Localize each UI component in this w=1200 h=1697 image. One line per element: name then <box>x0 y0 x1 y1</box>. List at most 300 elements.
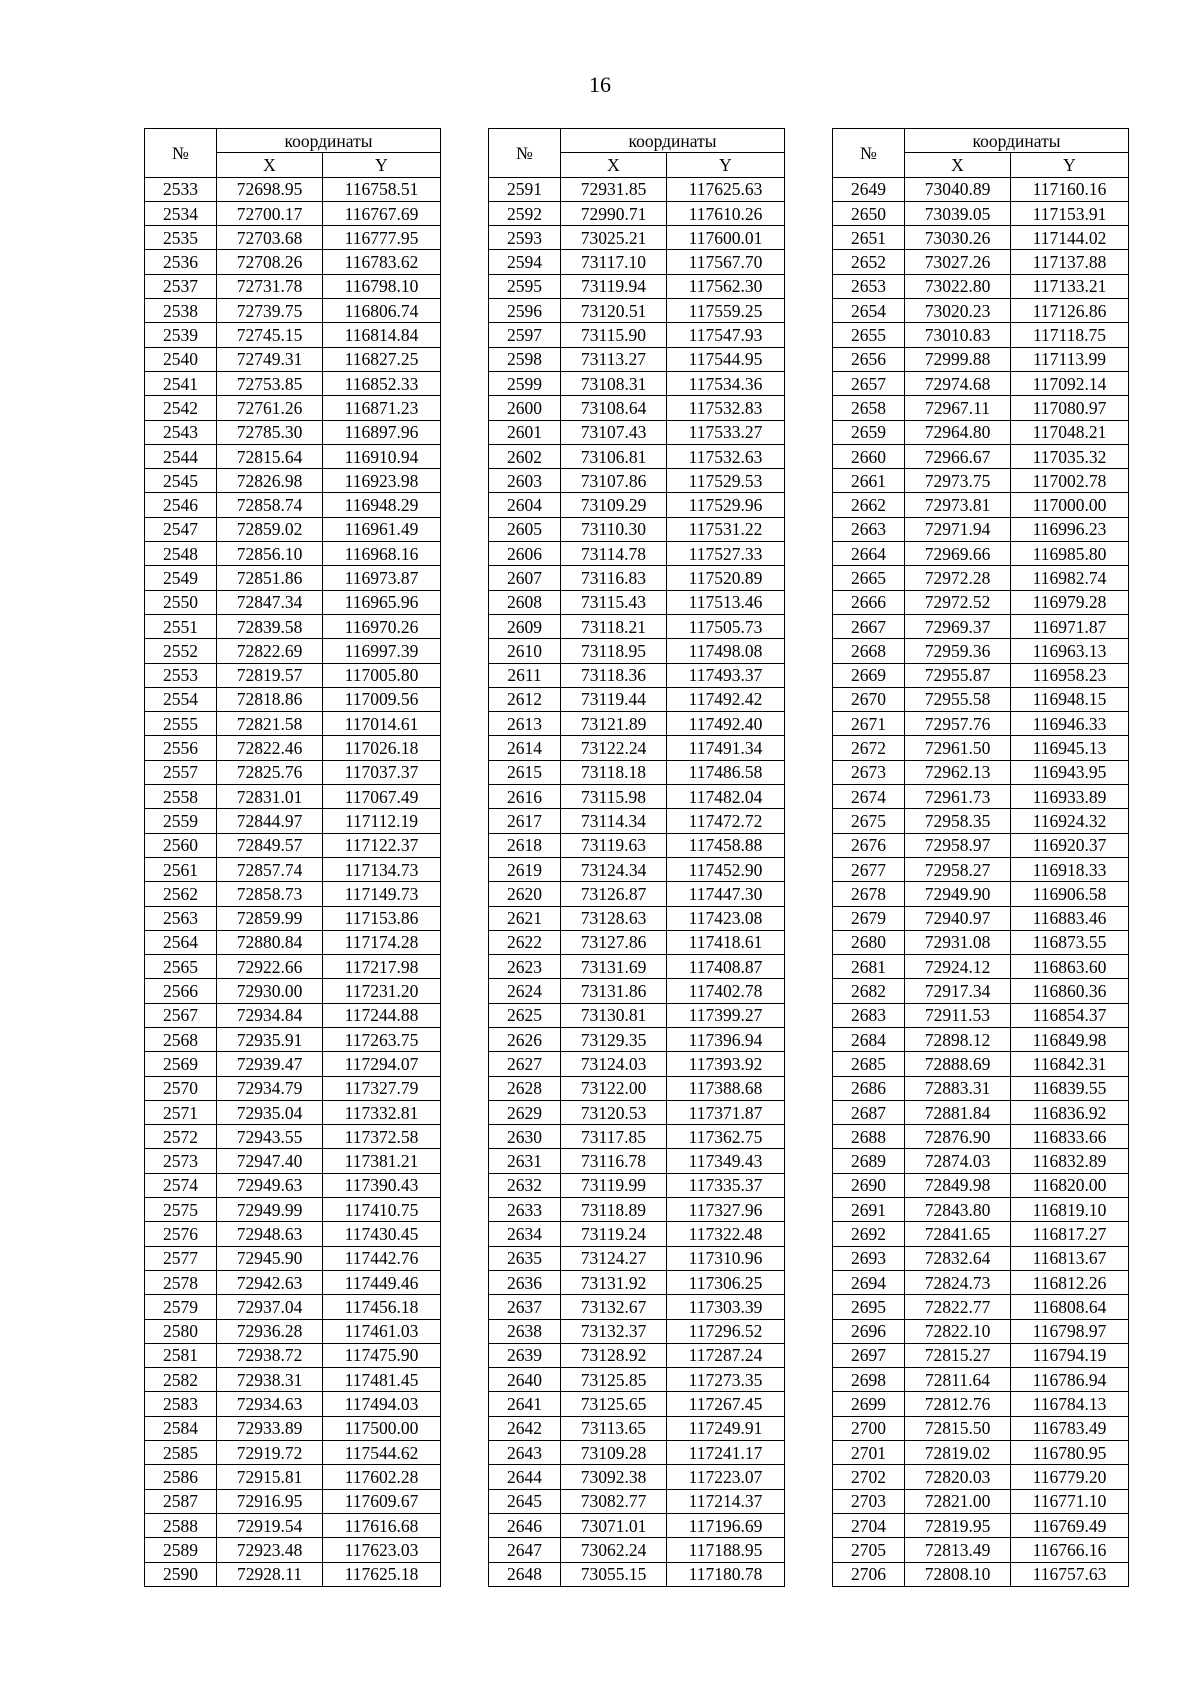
table-row <box>833 1489 1129 1513</box>
coord-x: 72731.78 <box>217 274 323 298</box>
table-row <box>833 396 1129 420</box>
point-number: 2662 <box>833 493 905 517</box>
table-row <box>489 347 785 371</box>
point-number: 2554 <box>145 687 217 711</box>
table-row <box>833 1270 1129 1294</box>
table-row <box>145 1343 441 1367</box>
table-row <box>145 1513 441 1537</box>
coord-x: 73117.10 <box>561 250 667 274</box>
coord-y: 116897.96 <box>323 420 441 444</box>
coord-x: 73124.03 <box>561 1052 667 1076</box>
point-number: 2596 <box>489 299 561 323</box>
table-row <box>145 736 441 760</box>
coord-y: 116906.58 <box>1011 882 1129 906</box>
table-row <box>145 930 441 954</box>
table-row <box>145 542 441 566</box>
coord-x: 72703.68 <box>217 226 323 250</box>
coord-x: 73118.89 <box>561 1198 667 1222</box>
coord-x: 72971.94 <box>905 517 1011 541</box>
table-row <box>489 493 785 517</box>
point-number: 2602 <box>489 444 561 468</box>
table-row <box>833 1027 1129 1051</box>
coord-x: 72955.58 <box>905 687 1011 711</box>
table-row <box>145 444 441 468</box>
coord-y: 117112.19 <box>323 809 441 833</box>
coord-x: 72919.72 <box>217 1441 323 1465</box>
coord-x: 72931.85 <box>561 177 667 201</box>
coord-y: 117388.68 <box>667 1076 785 1100</box>
coord-x: 72931.08 <box>905 930 1011 954</box>
table-row <box>145 396 441 420</box>
table-row <box>145 1076 441 1100</box>
point-number: 2592 <box>489 201 561 225</box>
table-row <box>145 250 441 274</box>
coord-x: 72749.31 <box>217 347 323 371</box>
coord-y: 116965.96 <box>323 590 441 614</box>
coord-y: 117532.63 <box>667 444 785 468</box>
table-row <box>833 566 1129 590</box>
point-number: 2585 <box>145 1441 217 1465</box>
table-row <box>489 1173 785 1197</box>
coord-x: 73117.85 <box>561 1125 667 1149</box>
coord-x: 73108.31 <box>561 371 667 395</box>
table-row <box>145 1295 441 1319</box>
coord-y: 116780.95 <box>1011 1441 1129 1465</box>
table-body <box>145 177 441 1586</box>
coord-x: 73120.51 <box>561 299 667 323</box>
table-row <box>833 809 1129 833</box>
coord-y: 117196.69 <box>667 1513 785 1537</box>
coord-y: 117381.21 <box>323 1149 441 1173</box>
coord-x: 73132.67 <box>561 1295 667 1319</box>
table-row <box>833 299 1129 323</box>
table-row <box>145 1319 441 1343</box>
table-row <box>145 590 441 614</box>
coord-x: 73107.86 <box>561 469 667 493</box>
coord-x: 72815.64 <box>217 444 323 468</box>
point-number: 2645 <box>489 1489 561 1513</box>
coord-y: 117602.28 <box>323 1465 441 1489</box>
coord-y: 117532.83 <box>667 396 785 420</box>
coord-y: 117214.37 <box>667 1489 785 1513</box>
coord-x: 72888.69 <box>905 1052 1011 1076</box>
coord-x: 72972.28 <box>905 566 1011 590</box>
table-row <box>833 469 1129 493</box>
coord-x: 72949.90 <box>905 882 1011 906</box>
coord-y: 117493.37 <box>667 663 785 687</box>
coord-y: 117306.25 <box>667 1270 785 1294</box>
coord-x: 72937.04 <box>217 1295 323 1319</box>
coord-x: 73115.98 <box>561 785 667 809</box>
table-row <box>833 226 1129 250</box>
point-number: 2703 <box>833 1489 905 1513</box>
table-row <box>489 1076 785 1100</box>
point-number: 2627 <box>489 1052 561 1076</box>
point-number: 2565 <box>145 955 217 979</box>
point-number: 2545 <box>145 469 217 493</box>
table-row <box>489 1052 785 1076</box>
point-number: 2690 <box>833 1173 905 1197</box>
point-number: 2625 <box>489 1003 561 1027</box>
coord-y: 117529.53 <box>667 469 785 493</box>
table-row <box>489 687 785 711</box>
point-number: 2644 <box>489 1465 561 1489</box>
point-number: 2584 <box>145 1416 217 1440</box>
coord-x: 72934.63 <box>217 1392 323 1416</box>
point-number: 2613 <box>489 712 561 736</box>
table-row <box>833 590 1129 614</box>
table-row <box>489 979 785 1003</box>
table-row <box>145 566 441 590</box>
coord-x: 72961.73 <box>905 785 1011 809</box>
coord-y: 116970.26 <box>323 614 441 638</box>
table-row <box>145 1392 441 1416</box>
coord-y: 117002.78 <box>1011 469 1129 493</box>
coord-y: 116786.94 <box>1011 1368 1129 1392</box>
point-number: 2606 <box>489 542 561 566</box>
coord-y: 117217.98 <box>323 955 441 979</box>
table-row <box>833 1513 1129 1537</box>
coord-x: 73030.26 <box>905 226 1011 250</box>
point-number: 2576 <box>145 1222 217 1246</box>
coord-y: 117482.04 <box>667 785 785 809</box>
point-number: 2586 <box>145 1465 217 1489</box>
coord-x: 72832.64 <box>905 1246 1011 1270</box>
coord-x: 73109.29 <box>561 493 667 517</box>
point-number: 2546 <box>145 493 217 517</box>
coord-y: 117500.00 <box>323 1416 441 1440</box>
coord-x: 72844.97 <box>217 809 323 833</box>
coord-y: 117014.61 <box>323 712 441 736</box>
table-row <box>833 1052 1129 1076</box>
coord-x: 72940.97 <box>905 906 1011 930</box>
table-row <box>145 1465 441 1489</box>
coord-y: 117544.95 <box>667 347 785 371</box>
table-row <box>833 906 1129 930</box>
table-row <box>833 736 1129 760</box>
point-number: 2620 <box>489 882 561 906</box>
coord-x: 73130.81 <box>561 1003 667 1027</box>
table-row <box>833 347 1129 371</box>
coord-y: 117531.22 <box>667 517 785 541</box>
coord-y: 116767.69 <box>323 201 441 225</box>
coord-y: 116806.74 <box>323 299 441 323</box>
point-number: 2537 <box>145 274 217 298</box>
point-number: 2643 <box>489 1441 561 1465</box>
table-row <box>145 226 441 250</box>
table-row <box>489 396 785 420</box>
coord-y: 117137.88 <box>1011 250 1129 274</box>
coord-x: 72969.37 <box>905 614 1011 638</box>
point-number: 2533 <box>145 177 217 201</box>
coord-y: 117349.43 <box>667 1149 785 1173</box>
coord-y: 117625.63 <box>667 177 785 201</box>
point-number: 2628 <box>489 1076 561 1100</box>
point-number: 2704 <box>833 1513 905 1537</box>
coord-y: 117408.87 <box>667 955 785 979</box>
point-number: 2680 <box>833 930 905 954</box>
point-number: 2601 <box>489 420 561 444</box>
table-row <box>489 1270 785 1294</box>
coord-y: 117513.46 <box>667 590 785 614</box>
table-row <box>489 955 785 979</box>
coord-y: 116883.46 <box>1011 906 1129 930</box>
point-number: 2587 <box>145 1489 217 1513</box>
coord-y: 117310.96 <box>667 1246 785 1270</box>
coord-x: 73039.05 <box>905 201 1011 225</box>
table-row <box>833 614 1129 638</box>
table-row <box>489 1343 785 1367</box>
point-number: 2682 <box>833 979 905 1003</box>
coord-y: 117529.96 <box>667 493 785 517</box>
point-number: 2542 <box>145 396 217 420</box>
table-row <box>489 1125 785 1149</box>
point-number: 2536 <box>145 250 217 274</box>
header-number: № <box>833 129 905 178</box>
table-row <box>145 323 441 347</box>
point-number: 2636 <box>489 1270 561 1294</box>
table-row <box>145 1562 441 1586</box>
point-number: 2706 <box>833 1562 905 1586</box>
table-row <box>833 712 1129 736</box>
coord-x: 72851.86 <box>217 566 323 590</box>
table-row <box>145 1489 441 1513</box>
table-row <box>145 857 441 881</box>
point-number: 2564 <box>145 930 217 954</box>
point-number: 2641 <box>489 1392 561 1416</box>
point-number: 2600 <box>489 396 561 420</box>
coord-y: 116819.10 <box>1011 1198 1129 1222</box>
point-number: 2648 <box>489 1562 561 1586</box>
point-number: 2570 <box>145 1076 217 1100</box>
coord-y: 116985.80 <box>1011 542 1129 566</box>
coord-x: 72858.74 <box>217 493 323 517</box>
coord-y: 117133.21 <box>1011 274 1129 298</box>
coord-y: 117442.76 <box>323 1246 441 1270</box>
point-number: 2670 <box>833 687 905 711</box>
point-number: 2618 <box>489 833 561 857</box>
point-number: 2608 <box>489 590 561 614</box>
coord-x: 72818.86 <box>217 687 323 711</box>
coord-x: 72815.50 <box>905 1416 1011 1440</box>
header-coordinates: координаты <box>561 129 785 153</box>
coord-y: 116832.89 <box>1011 1149 1129 1173</box>
coord-y: 116784.13 <box>1011 1392 1129 1416</box>
coord-x: 72966.67 <box>905 444 1011 468</box>
point-number: 2687 <box>833 1100 905 1124</box>
point-number: 2548 <box>145 542 217 566</box>
point-number: 2566 <box>145 979 217 1003</box>
coord-x: 73124.34 <box>561 857 667 881</box>
coord-x: 72849.98 <box>905 1173 1011 1197</box>
point-number: 2700 <box>833 1416 905 1440</box>
coord-y: 116945.13 <box>1011 736 1129 760</box>
table-row <box>833 1100 1129 1124</box>
coord-y: 116827.25 <box>323 347 441 371</box>
point-number: 2615 <box>489 760 561 784</box>
coord-x: 73119.63 <box>561 833 667 857</box>
point-number: 2632 <box>489 1173 561 1197</box>
coord-x: 72972.52 <box>905 590 1011 614</box>
table-row <box>833 760 1129 784</box>
coord-x: 72819.02 <box>905 1441 1011 1465</box>
coord-x: 72839.58 <box>217 614 323 638</box>
table-row <box>833 785 1129 809</box>
coord-y: 117048.21 <box>1011 420 1129 444</box>
point-number: 2614 <box>489 736 561 760</box>
coord-x: 73115.90 <box>561 323 667 347</box>
point-number: 2609 <box>489 614 561 638</box>
coord-y: 116982.74 <box>1011 566 1129 590</box>
coord-x: 72847.34 <box>217 590 323 614</box>
coord-y: 117118.75 <box>1011 323 1129 347</box>
coord-y: 116863.60 <box>1011 955 1129 979</box>
point-number: 2553 <box>145 663 217 687</box>
point-number: 2629 <box>489 1100 561 1124</box>
coord-x: 72856.10 <box>217 542 323 566</box>
table-row <box>833 1441 1129 1465</box>
coord-x: 73106.81 <box>561 444 667 468</box>
coord-x: 72826.98 <box>217 469 323 493</box>
point-number: 2637 <box>489 1295 561 1319</box>
point-number: 2656 <box>833 347 905 371</box>
point-number: 2631 <box>489 1149 561 1173</box>
coord-y: 116820.00 <box>1011 1173 1129 1197</box>
coord-x: 72949.99 <box>217 1198 323 1222</box>
coord-y: 117486.58 <box>667 760 785 784</box>
point-number: 2579 <box>145 1295 217 1319</box>
coord-y: 117498.08 <box>667 639 785 663</box>
point-number: 2552 <box>145 639 217 663</box>
point-number: 2561 <box>145 857 217 881</box>
table-row <box>833 1343 1129 1367</box>
coord-x: 72883.31 <box>905 1076 1011 1100</box>
table-row <box>489 1392 785 1416</box>
table-row <box>489 1416 785 1440</box>
table-row <box>489 712 785 736</box>
coord-y: 117452.90 <box>667 857 785 881</box>
table-row <box>489 1465 785 1489</box>
table-row <box>833 201 1129 225</box>
coord-x: 72967.11 <box>905 396 1011 420</box>
table-row <box>833 250 1129 274</box>
point-number: 2671 <box>833 712 905 736</box>
table-row <box>145 882 441 906</box>
table-row <box>489 1149 785 1173</box>
point-number: 2588 <box>145 1513 217 1537</box>
coord-y: 117149.73 <box>323 882 441 906</box>
coord-x: 72949.63 <box>217 1173 323 1197</box>
coord-x: 72808.10 <box>905 1562 1011 1586</box>
table-row <box>489 760 785 784</box>
coord-x: 72962.13 <box>905 760 1011 784</box>
coord-y: 117447.30 <box>667 882 785 906</box>
coord-x: 72849.57 <box>217 833 323 857</box>
table-row <box>833 1003 1129 1027</box>
point-number: 2607 <box>489 566 561 590</box>
table-row <box>489 1246 785 1270</box>
table-row <box>833 177 1129 201</box>
coord-x: 73131.69 <box>561 955 667 979</box>
table-row <box>489 736 785 760</box>
coord-x: 73062.24 <box>561 1538 667 1562</box>
coord-x: 72935.91 <box>217 1027 323 1051</box>
coord-x: 72916.95 <box>217 1489 323 1513</box>
coord-y: 116783.62 <box>323 250 441 274</box>
coord-x: 73113.65 <box>561 1416 667 1440</box>
coord-x: 73128.92 <box>561 1343 667 1367</box>
coord-y: 116873.55 <box>1011 930 1129 954</box>
table-row <box>833 1198 1129 1222</box>
coord-x: 72943.55 <box>217 1125 323 1149</box>
point-number: 2589 <box>145 1538 217 1562</box>
point-number: 2694 <box>833 1270 905 1294</box>
table-row <box>145 1052 441 1076</box>
table-row <box>145 371 441 395</box>
coord-x: 73116.83 <box>561 566 667 590</box>
coord-y: 117534.36 <box>667 371 785 395</box>
coord-y: 116943.95 <box>1011 760 1129 784</box>
coord-y: 117223.07 <box>667 1465 785 1489</box>
coord-x: 72974.68 <box>905 371 1011 395</box>
point-number: 2563 <box>145 906 217 930</box>
table-row <box>833 1538 1129 1562</box>
coord-y: 117567.70 <box>667 250 785 274</box>
coord-x: 73125.65 <box>561 1392 667 1416</box>
point-number: 2675 <box>833 809 905 833</box>
table-row <box>145 274 441 298</box>
table-row <box>145 955 441 979</box>
table-row <box>833 1125 1129 1149</box>
point-number: 2640 <box>489 1368 561 1392</box>
coord-y: 116933.89 <box>1011 785 1129 809</box>
table-row <box>489 226 785 250</box>
coord-y: 116758.51 <box>323 177 441 201</box>
point-number: 2658 <box>833 396 905 420</box>
coord-y: 117461.03 <box>323 1319 441 1343</box>
coord-y: 117562.30 <box>667 274 785 298</box>
coord-y: 117188.95 <box>667 1538 785 1562</box>
table-body <box>833 177 1129 1586</box>
coord-y: 116854.37 <box>1011 1003 1129 1027</box>
coord-y: 116961.49 <box>323 517 441 541</box>
coord-y: 116860.36 <box>1011 979 1129 1003</box>
point-number: 2626 <box>489 1027 561 1051</box>
coord-y: 117472.72 <box>667 809 785 833</box>
point-number: 2591 <box>489 177 561 201</box>
table-row <box>145 201 441 225</box>
coord-y: 117327.96 <box>667 1198 785 1222</box>
coord-y: 117430.45 <box>323 1222 441 1246</box>
coord-y: 116948.15 <box>1011 687 1129 711</box>
header-coordinates: координаты <box>905 129 1129 153</box>
table-row <box>833 1173 1129 1197</box>
coord-y: 117134.73 <box>323 857 441 881</box>
coordinates-table-2 <box>488 128 785 1587</box>
table-row <box>145 1441 441 1465</box>
point-number: 2619 <box>489 857 561 881</box>
point-number: 2705 <box>833 1538 905 1562</box>
coord-y: 116798.10 <box>323 274 441 298</box>
coord-x: 72745.15 <box>217 323 323 347</box>
table-row <box>145 760 441 784</box>
point-number: 2581 <box>145 1343 217 1367</box>
point-number: 2574 <box>145 1173 217 1197</box>
point-number: 2572 <box>145 1125 217 1149</box>
coord-y: 117423.08 <box>667 906 785 930</box>
table-row <box>489 469 785 493</box>
coord-y: 117263.75 <box>323 1027 441 1051</box>
